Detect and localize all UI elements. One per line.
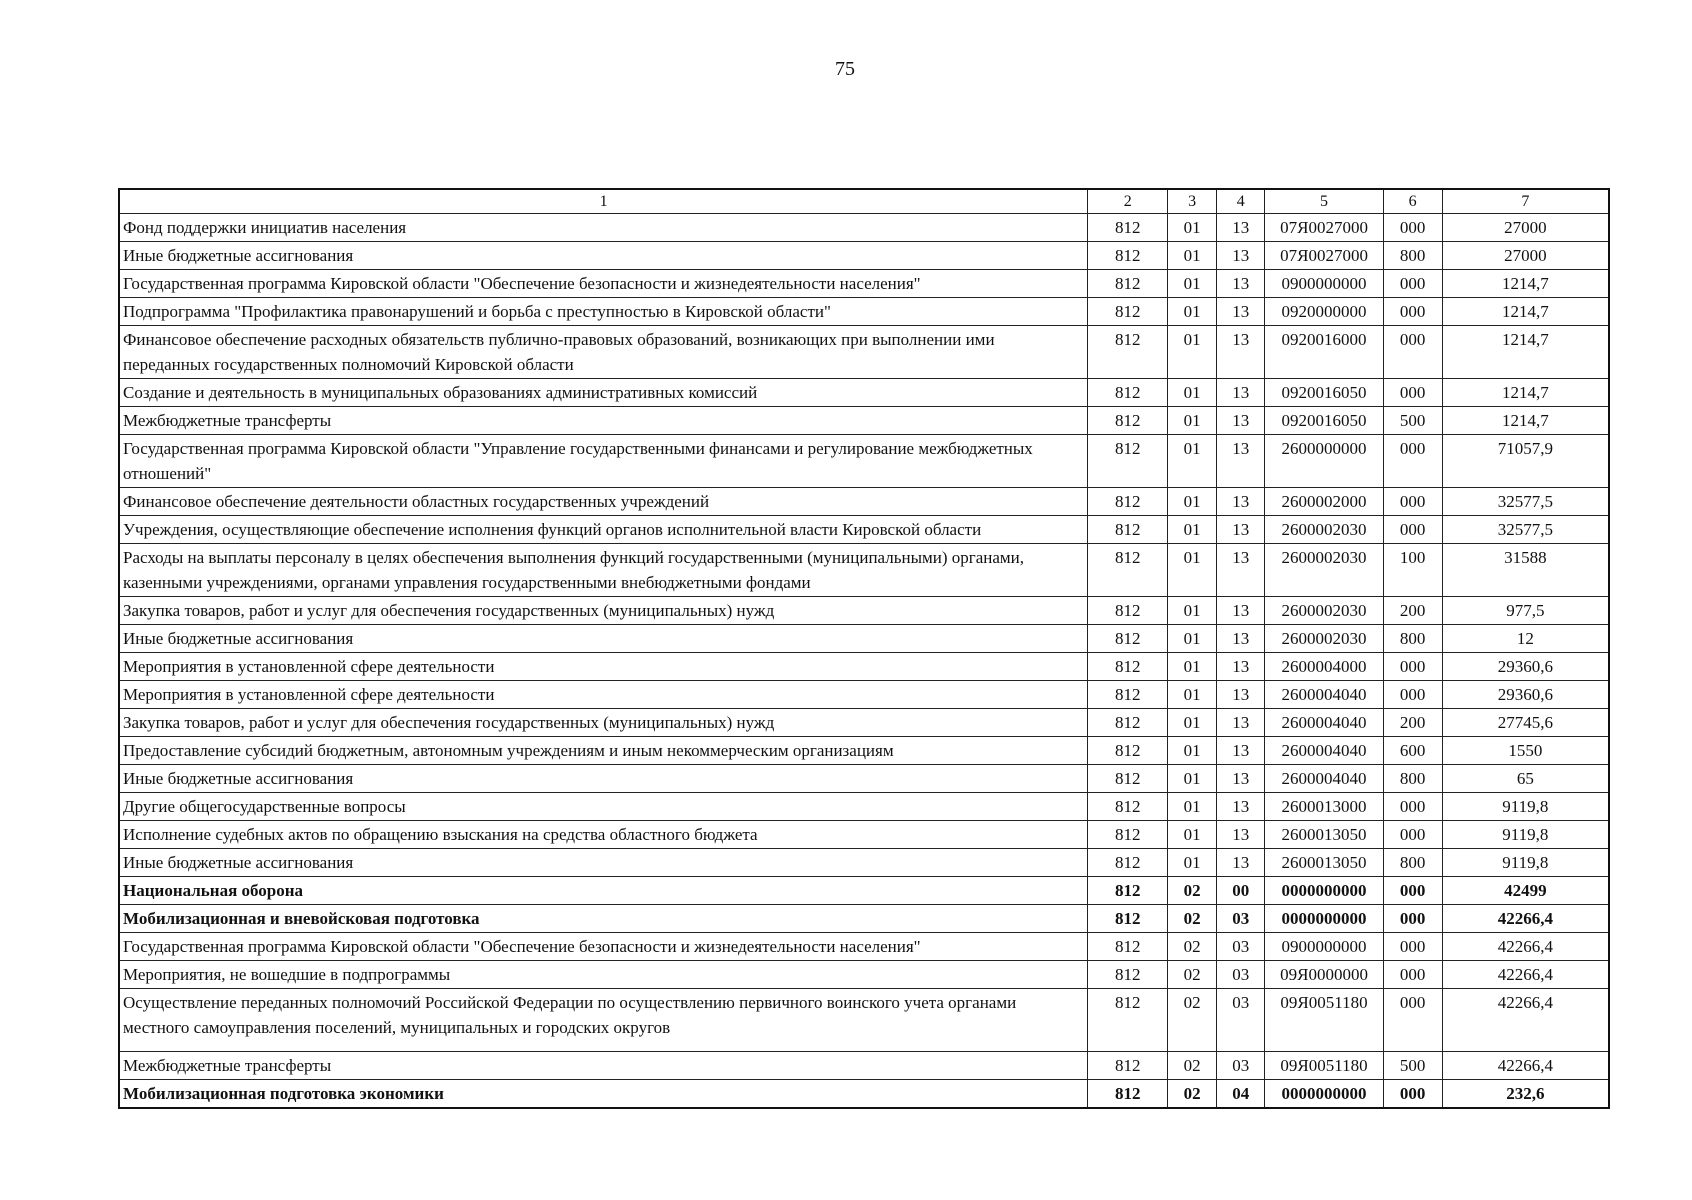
header-cell-rz: 3 bbox=[1168, 189, 1217, 214]
row-csr-cell: 2600004040 bbox=[1265, 681, 1383, 709]
row-gr-cell: 812 bbox=[1088, 625, 1168, 653]
row-sum-cell: 42266,4 bbox=[1442, 905, 1609, 933]
row-name-cell: Подпрограмма "Профилактика правонарушений и борьба с преступностью в Кировской области" bbox=[119, 298, 1088, 326]
row-gr-cell: 812 bbox=[1088, 737, 1168, 765]
row-csr-cell: 2600004000 bbox=[1265, 653, 1383, 681]
row-vr-cell: 000 bbox=[1383, 516, 1442, 544]
row-gr-cell: 812 bbox=[1088, 849, 1168, 877]
row-csr-cell: 0000000000 bbox=[1265, 877, 1383, 905]
row-pr-cell: 13 bbox=[1216, 488, 1265, 516]
row-sum-cell: 977,5 bbox=[1442, 597, 1609, 625]
row-name-cell: Мероприятия в установленной сфере деятельности bbox=[119, 681, 1088, 709]
row-csr-cell: 07Я0027000 bbox=[1265, 242, 1383, 270]
header-cell-name: 1 bbox=[119, 189, 1088, 214]
row-csr-cell: 0000000000 bbox=[1265, 905, 1383, 933]
row-pr-cell: 13 bbox=[1216, 516, 1265, 544]
table-row bbox=[119, 681, 1609, 709]
table-row bbox=[119, 270, 1609, 298]
row-rz-cell: 01 bbox=[1168, 242, 1217, 270]
row-csr-cell: 09Я0051180 bbox=[1265, 1052, 1383, 1080]
row-name-cell: Национальная оборона bbox=[119, 877, 1088, 905]
row-pr-cell: 13 bbox=[1216, 681, 1265, 709]
row-name-cell: Предоставление субсидий бюджетным, автономным учреждениям и иным некоммерческим организациям bbox=[119, 737, 1088, 765]
row-pr-cell: 13 bbox=[1216, 242, 1265, 270]
row-rz-cell: 01 bbox=[1168, 488, 1217, 516]
page-number: 75 bbox=[835, 58, 855, 80]
row-sum-cell: 71057,9 bbox=[1442, 435, 1609, 488]
row-gr-cell: 812 bbox=[1088, 326, 1168, 379]
row-sum-cell: 9119,8 bbox=[1442, 793, 1609, 821]
row-pr-cell: 13 bbox=[1216, 709, 1265, 737]
row-pr-cell: 13 bbox=[1216, 214, 1265, 242]
row-csr-cell: 09Я0051180 bbox=[1265, 989, 1383, 1052]
table-row bbox=[119, 933, 1609, 961]
row-csr-cell: 2600002030 bbox=[1265, 597, 1383, 625]
row-sum-cell: 1214,7 bbox=[1442, 270, 1609, 298]
row-rz-cell: 01 bbox=[1168, 298, 1217, 326]
row-sum-cell: 42266,4 bbox=[1442, 1052, 1609, 1080]
table-row bbox=[119, 625, 1609, 653]
row-csr-cell: 0920016050 bbox=[1265, 407, 1383, 435]
row-rz-cell: 01 bbox=[1168, 270, 1217, 298]
row-gr-cell: 812 bbox=[1088, 379, 1168, 407]
row-gr-cell: 812 bbox=[1088, 597, 1168, 625]
table-row bbox=[119, 242, 1609, 270]
row-csr-cell: 2600000000 bbox=[1265, 435, 1383, 488]
row-rz-cell: 02 bbox=[1168, 961, 1217, 989]
row-vr-cell: 800 bbox=[1383, 765, 1442, 793]
row-name-cell: Финансовое обеспечение расходных обязательств публично-правовых образований, возникающих при выполнении ими переданных государственных полномочий Кировской области bbox=[119, 326, 1088, 379]
table-row bbox=[119, 214, 1609, 242]
row-gr-cell: 812 bbox=[1088, 989, 1168, 1052]
row-rz-cell: 01 bbox=[1168, 597, 1217, 625]
row-gr-cell: 812 bbox=[1088, 242, 1168, 270]
row-gr-cell: 812 bbox=[1088, 407, 1168, 435]
table-header-row bbox=[119, 189, 1609, 214]
row-rz-cell: 02 bbox=[1168, 905, 1217, 933]
row-pr-cell: 13 bbox=[1216, 298, 1265, 326]
row-name-cell: Межбюджетные трансферты bbox=[119, 1052, 1088, 1080]
table-row bbox=[119, 653, 1609, 681]
row-name-cell: Другие общегосударственные вопросы bbox=[119, 793, 1088, 821]
row-rz-cell: 01 bbox=[1168, 326, 1217, 379]
row-vr-cell: 800 bbox=[1383, 242, 1442, 270]
row-vr-cell: 000 bbox=[1383, 214, 1442, 242]
row-sum-cell: 27745,6 bbox=[1442, 709, 1609, 737]
row-pr-cell: 00 bbox=[1216, 877, 1265, 905]
header-cell-csr: 5 bbox=[1265, 189, 1383, 214]
row-sum-cell: 27000 bbox=[1442, 214, 1609, 242]
row-pr-cell: 04 bbox=[1216, 1080, 1265, 1109]
row-sum-cell: 1214,7 bbox=[1442, 326, 1609, 379]
row-gr-cell: 812 bbox=[1088, 681, 1168, 709]
row-pr-cell: 03 bbox=[1216, 961, 1265, 989]
row-pr-cell: 13 bbox=[1216, 379, 1265, 407]
row-sum-cell: 1214,7 bbox=[1442, 298, 1609, 326]
table-row bbox=[119, 821, 1609, 849]
row-vr-cell: 000 bbox=[1383, 681, 1442, 709]
row-name-cell: Иные бюджетные ассигнования bbox=[119, 765, 1088, 793]
row-rz-cell: 02 bbox=[1168, 1080, 1217, 1109]
row-vr-cell: 800 bbox=[1383, 625, 1442, 653]
row-pr-cell: 13 bbox=[1216, 765, 1265, 793]
row-vr-cell: 500 bbox=[1383, 1052, 1442, 1080]
row-name-cell: Мобилизационная подготовка экономики bbox=[119, 1080, 1088, 1109]
row-name-cell: Исполнение судебных актов по обращению взыскания на средства областного бюджета bbox=[119, 821, 1088, 849]
row-pr-cell: 03 bbox=[1216, 933, 1265, 961]
table-row bbox=[119, 961, 1609, 989]
row-gr-cell: 812 bbox=[1088, 765, 1168, 793]
row-rz-cell: 01 bbox=[1168, 737, 1217, 765]
table-row bbox=[119, 905, 1609, 933]
row-name-cell: Финансовое обеспечение деятельности областных государственных учреждений bbox=[119, 488, 1088, 516]
row-rz-cell: 02 bbox=[1168, 1052, 1217, 1080]
row-vr-cell: 000 bbox=[1383, 905, 1442, 933]
row-csr-cell: 2600004040 bbox=[1265, 709, 1383, 737]
row-csr-cell: 2600013050 bbox=[1265, 849, 1383, 877]
row-vr-cell: 000 bbox=[1383, 821, 1442, 849]
row-csr-cell: 0000000000 bbox=[1265, 1080, 1383, 1109]
table-row bbox=[119, 1080, 1609, 1109]
table-row bbox=[119, 516, 1609, 544]
row-sum-cell: 1214,7 bbox=[1442, 407, 1609, 435]
row-gr-cell: 812 bbox=[1088, 877, 1168, 905]
row-vr-cell: 000 bbox=[1383, 877, 1442, 905]
row-name-cell: Расходы на выплаты персоналу в целях обеспечения выполнения функций государственными (муниципальными) органами, казенными учреждениями, органами управления государственными внебюджетными фондами bbox=[119, 544, 1088, 597]
row-pr-cell: 13 bbox=[1216, 849, 1265, 877]
row-csr-cell: 2600013000 bbox=[1265, 793, 1383, 821]
row-gr-cell: 812 bbox=[1088, 270, 1168, 298]
row-pr-cell: 03 bbox=[1216, 905, 1265, 933]
table-body bbox=[119, 189, 1609, 1108]
table-row bbox=[119, 379, 1609, 407]
row-csr-cell: 0920016050 bbox=[1265, 379, 1383, 407]
row-csr-cell: 2600004040 bbox=[1265, 737, 1383, 765]
row-sum-cell: 1550 bbox=[1442, 737, 1609, 765]
row-rz-cell: 01 bbox=[1168, 214, 1217, 242]
row-rz-cell: 01 bbox=[1168, 407, 1217, 435]
row-vr-cell: 000 bbox=[1383, 989, 1442, 1052]
table-row bbox=[119, 765, 1609, 793]
row-gr-cell: 812 bbox=[1088, 821, 1168, 849]
row-rz-cell: 01 bbox=[1168, 625, 1217, 653]
row-rz-cell: 01 bbox=[1168, 709, 1217, 737]
row-vr-cell: 800 bbox=[1383, 849, 1442, 877]
row-sum-cell: 42499 bbox=[1442, 877, 1609, 905]
row-csr-cell: 2600002000 bbox=[1265, 488, 1383, 516]
row-csr-cell: 2600002030 bbox=[1265, 516, 1383, 544]
row-pr-cell: 03 bbox=[1216, 989, 1265, 1052]
row-rz-cell: 02 bbox=[1168, 933, 1217, 961]
row-vr-cell: 500 bbox=[1383, 407, 1442, 435]
row-gr-cell: 812 bbox=[1088, 1080, 1168, 1109]
table-row bbox=[119, 877, 1609, 905]
table-row bbox=[119, 488, 1609, 516]
row-pr-cell: 13 bbox=[1216, 821, 1265, 849]
table-row bbox=[119, 597, 1609, 625]
row-name-cell: Создание и деятельность в муниципальных образованиях административных комиссий bbox=[119, 379, 1088, 407]
row-sum-cell: 42266,4 bbox=[1442, 989, 1609, 1052]
row-name-cell: Иные бюджетные ассигнования bbox=[119, 242, 1088, 270]
row-vr-cell: 000 bbox=[1383, 793, 1442, 821]
table-row bbox=[119, 407, 1609, 435]
row-pr-cell: 13 bbox=[1216, 326, 1265, 379]
row-sum-cell: 32577,5 bbox=[1442, 516, 1609, 544]
row-csr-cell: 2600004040 bbox=[1265, 765, 1383, 793]
table-row bbox=[119, 298, 1609, 326]
row-pr-cell: 13 bbox=[1216, 435, 1265, 488]
row-gr-cell: 812 bbox=[1088, 709, 1168, 737]
row-gr-cell: 812 bbox=[1088, 961, 1168, 989]
row-gr-cell: 812 bbox=[1088, 544, 1168, 597]
row-name-cell: Государственная программа Кировской области "Обеспечение безопасности и жизнедеятельности населения" bbox=[119, 270, 1088, 298]
row-rz-cell: 01 bbox=[1168, 793, 1217, 821]
row-vr-cell: 000 bbox=[1383, 270, 1442, 298]
row-vr-cell: 000 bbox=[1383, 961, 1442, 989]
row-rz-cell: 02 bbox=[1168, 989, 1217, 1052]
row-name-cell: Государственная программа Кировской области "Управление государственными финансами и регулирование межбюджетных отношений" bbox=[119, 435, 1088, 488]
row-vr-cell: 000 bbox=[1383, 653, 1442, 681]
row-csr-cell: 2600013050 bbox=[1265, 821, 1383, 849]
table-row bbox=[119, 849, 1609, 877]
row-rz-cell: 01 bbox=[1168, 544, 1217, 597]
row-sum-cell: 32577,5 bbox=[1442, 488, 1609, 516]
row-csr-cell: 07Я0027000 bbox=[1265, 214, 1383, 242]
header-cell-vr: 6 bbox=[1383, 189, 1442, 214]
row-vr-cell: 000 bbox=[1383, 326, 1442, 379]
row-sum-cell: 27000 bbox=[1442, 242, 1609, 270]
row-gr-cell: 812 bbox=[1088, 793, 1168, 821]
row-name-cell: Мобилизационная и вневойсковая подготовка bbox=[119, 905, 1088, 933]
row-pr-cell: 13 bbox=[1216, 270, 1265, 298]
row-rz-cell: 01 bbox=[1168, 379, 1217, 407]
row-sum-cell: 9119,8 bbox=[1442, 849, 1609, 877]
row-csr-cell: 0900000000 bbox=[1265, 270, 1383, 298]
table-row bbox=[119, 737, 1609, 765]
row-pr-cell: 03 bbox=[1216, 1052, 1265, 1080]
header-cell-sum: 7 bbox=[1442, 189, 1609, 214]
row-sum-cell: 12 bbox=[1442, 625, 1609, 653]
row-name-cell: Учреждения, осуществляющие обеспечение исполнения функций органов исполнительной власти Кировской области bbox=[119, 516, 1088, 544]
budget-table-container bbox=[118, 188, 1610, 1109]
row-sum-cell: 42266,4 bbox=[1442, 961, 1609, 989]
row-csr-cell: 09Я0000000 bbox=[1265, 961, 1383, 989]
row-name-cell: Иные бюджетные ассигнования bbox=[119, 849, 1088, 877]
row-name-cell: Осуществление переданных полномочий Российской Федерации по осуществлению первичного воинского учета органами местного самоуправления поселений, муниципальных и городских округов bbox=[119, 989, 1088, 1052]
row-gr-cell: 812 bbox=[1088, 214, 1168, 242]
header-cell-pr: 4 bbox=[1216, 189, 1265, 214]
row-pr-cell: 13 bbox=[1216, 544, 1265, 597]
table-row bbox=[119, 326, 1609, 379]
row-csr-cell: 2600002030 bbox=[1265, 544, 1383, 597]
row-vr-cell: 000 bbox=[1383, 1080, 1442, 1109]
row-name-cell: Государственная программа Кировской области "Обеспечение безопасности и жизнедеятельности населения" bbox=[119, 933, 1088, 961]
row-csr-cell: 0920016000 bbox=[1265, 326, 1383, 379]
row-sum-cell: 9119,8 bbox=[1442, 821, 1609, 849]
row-rz-cell: 01 bbox=[1168, 821, 1217, 849]
row-pr-cell: 13 bbox=[1216, 793, 1265, 821]
row-rz-cell: 01 bbox=[1168, 516, 1217, 544]
row-pr-cell: 13 bbox=[1216, 597, 1265, 625]
row-gr-cell: 812 bbox=[1088, 435, 1168, 488]
row-sum-cell: 1214,7 bbox=[1442, 379, 1609, 407]
row-rz-cell: 01 bbox=[1168, 849, 1217, 877]
table-row bbox=[119, 989, 1609, 1052]
table-row bbox=[119, 709, 1609, 737]
row-rz-cell: 01 bbox=[1168, 765, 1217, 793]
row-gr-cell: 812 bbox=[1088, 905, 1168, 933]
row-sum-cell: 31588 bbox=[1442, 544, 1609, 597]
row-name-cell: Иные бюджетные ассигнования bbox=[119, 625, 1088, 653]
row-gr-cell: 812 bbox=[1088, 1052, 1168, 1080]
row-vr-cell: 600 bbox=[1383, 737, 1442, 765]
row-rz-cell: 02 bbox=[1168, 877, 1217, 905]
row-name-cell: Мероприятия в установленной сфере деятельности bbox=[119, 653, 1088, 681]
row-vr-cell: 000 bbox=[1383, 379, 1442, 407]
row-vr-cell: 200 bbox=[1383, 597, 1442, 625]
row-vr-cell: 100 bbox=[1383, 544, 1442, 597]
row-pr-cell: 13 bbox=[1216, 407, 1265, 435]
row-rz-cell: 01 bbox=[1168, 681, 1217, 709]
row-sum-cell: 29360,6 bbox=[1442, 681, 1609, 709]
row-sum-cell: 29360,6 bbox=[1442, 653, 1609, 681]
row-pr-cell: 13 bbox=[1216, 737, 1265, 765]
row-sum-cell: 232,6 bbox=[1442, 1080, 1609, 1109]
row-name-cell: Закупка товаров, работ и услуг для обеспечения государственных (муниципальных) нужд bbox=[119, 709, 1088, 737]
row-csr-cell: 2600002030 bbox=[1265, 625, 1383, 653]
table-row bbox=[119, 435, 1609, 488]
row-rz-cell: 01 bbox=[1168, 653, 1217, 681]
row-gr-cell: 812 bbox=[1088, 516, 1168, 544]
row-vr-cell: 000 bbox=[1383, 298, 1442, 326]
row-rz-cell: 01 bbox=[1168, 435, 1217, 488]
row-csr-cell: 0920000000 bbox=[1265, 298, 1383, 326]
row-name-cell: Закупка товаров, работ и услуг для обеспечения государственных (муниципальных) нужд bbox=[119, 597, 1088, 625]
row-sum-cell: 42266,4 bbox=[1442, 933, 1609, 961]
row-vr-cell: 000 bbox=[1383, 488, 1442, 516]
row-gr-cell: 812 bbox=[1088, 488, 1168, 516]
row-pr-cell: 13 bbox=[1216, 653, 1265, 681]
row-gr-cell: 812 bbox=[1088, 298, 1168, 326]
table-row bbox=[119, 544, 1609, 597]
row-vr-cell: 200 bbox=[1383, 709, 1442, 737]
table-row bbox=[119, 1052, 1609, 1080]
row-name-cell: Мероприятия, не вошедшие в подпрограммы bbox=[119, 961, 1088, 989]
budget-table bbox=[118, 188, 1610, 1109]
header-cell-gr: 2 bbox=[1088, 189, 1168, 214]
row-vr-cell: 000 bbox=[1383, 435, 1442, 488]
row-name-cell: Фонд поддержки инициатив населения bbox=[119, 214, 1088, 242]
table-row bbox=[119, 793, 1609, 821]
row-pr-cell: 13 bbox=[1216, 625, 1265, 653]
row-sum-cell: 65 bbox=[1442, 765, 1609, 793]
row-gr-cell: 812 bbox=[1088, 653, 1168, 681]
row-vr-cell: 000 bbox=[1383, 933, 1442, 961]
row-gr-cell: 812 bbox=[1088, 933, 1168, 961]
row-name-cell: Межбюджетные трансферты bbox=[119, 407, 1088, 435]
row-csr-cell: 0900000000 bbox=[1265, 933, 1383, 961]
